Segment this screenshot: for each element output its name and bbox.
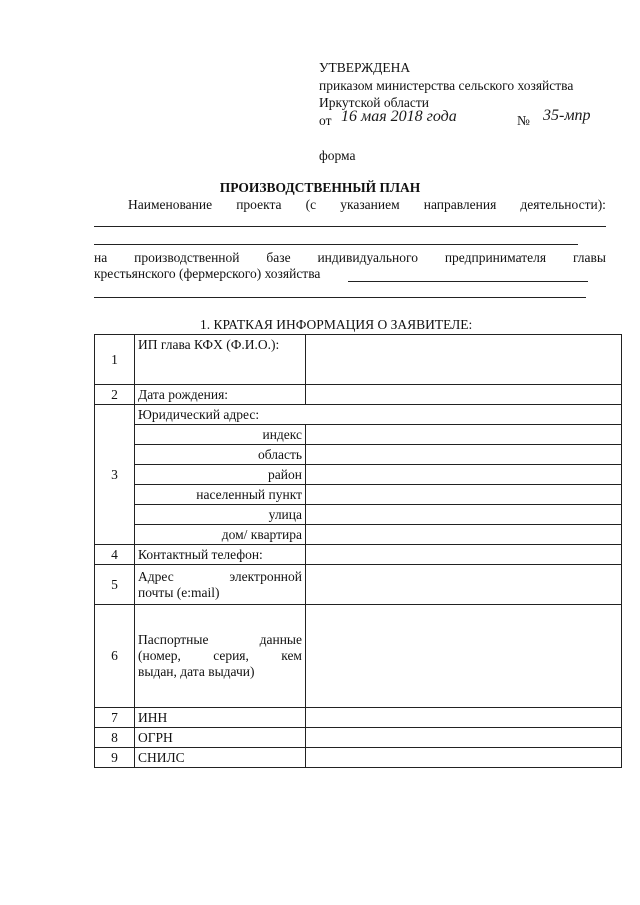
- row-number: 6: [95, 605, 135, 708]
- base-word: предпринимателя: [444, 250, 547, 265]
- project-word: направления: [423, 197, 497, 212]
- section-title: 1. КРАТКАЯ ИНФОРМАЦИЯ О ЗАЯВИТЕЛЕ:: [200, 317, 473, 332]
- row-number: 3: [95, 405, 135, 545]
- address-sublabel: дом/ квартира: [135, 525, 306, 545]
- field-label: Юридический адрес:: [135, 405, 622, 425]
- approved-heading: УТВЕРЖДЕНА: [319, 60, 411, 75]
- farm-label: крестьянского (фермерского) хозяйства: [94, 266, 321, 281]
- address-sublabel: улица: [135, 505, 306, 525]
- base-word: главы: [572, 250, 606, 265]
- table-row: [95, 565, 622, 605]
- base-line: [94, 250, 606, 266]
- field-label: ОГРН: [135, 728, 306, 748]
- project-name-line: [128, 197, 606, 213]
- value-cell-house[interactable]: [306, 525, 622, 545]
- fill-line-farm[interactable]: [348, 281, 588, 282]
- label-line: выдан, дата выдачи): [138, 664, 255, 679]
- row-number: 7: [95, 708, 135, 728]
- project-word: указанием: [340, 197, 400, 212]
- applicant-info-table: [94, 334, 622, 768]
- order-line-2: Иркутской области: [319, 95, 430, 110]
- row-number: 2: [95, 385, 135, 405]
- fill-line-project-1[interactable]: [94, 226, 606, 227]
- address-sublabel: населенный пункт: [135, 485, 306, 505]
- field-label: СНИЛС: [135, 748, 306, 768]
- table-row: [95, 545, 622, 565]
- base-word: на: [94, 250, 108, 265]
- table-row: [95, 748, 622, 768]
- value-cell-settlement[interactable]: [306, 485, 622, 505]
- row-number: 8: [95, 728, 135, 748]
- handwritten-number: 35-мпр: [543, 107, 591, 124]
- value-cell-email[interactable]: [306, 565, 622, 605]
- value-cell-index[interactable]: [306, 425, 622, 445]
- table-row: [95, 505, 622, 525]
- handwritten-date: 16 мая 2018 года: [341, 108, 457, 125]
- project-word: проекта: [236, 197, 282, 212]
- table-row: [95, 385, 622, 405]
- field-label: ИНН: [135, 708, 306, 728]
- project-word: деятельности):: [520, 197, 606, 212]
- field-label: Дата рождения:: [135, 385, 306, 405]
- number-sign: №: [517, 113, 530, 128]
- form-label: форма: [319, 148, 356, 163]
- fill-line-project-2[interactable]: [94, 244, 578, 245]
- table-row: [95, 335, 622, 385]
- value-cell-region[interactable]: [306, 445, 622, 465]
- field-label-passport: [135, 605, 306, 708]
- value-cell-passport[interactable]: [306, 605, 622, 708]
- field-label: Контактный телефон:: [135, 545, 306, 565]
- value-cell-district[interactable]: [306, 465, 622, 485]
- label-word: Адрес: [138, 568, 174, 584]
- table-row: [95, 445, 622, 465]
- address-sublabel: область: [135, 445, 306, 465]
- project-word: Наименование: [128, 197, 213, 212]
- label-line: почты (e:mail): [138, 584, 220, 600]
- label-word: кем: [281, 648, 302, 663]
- label-word: электронной: [229, 568, 302, 584]
- table-row: [95, 708, 622, 728]
- base-word: базе: [266, 250, 291, 265]
- field-label: ИП глава КФХ (Ф.И.О.):: [135, 335, 306, 385]
- row-number: 5: [95, 565, 135, 605]
- table-row: [95, 525, 622, 545]
- table-row: [95, 465, 622, 485]
- table-row: [95, 485, 622, 505]
- value-cell-ogrn[interactable]: [306, 728, 622, 748]
- table-row: [95, 425, 622, 445]
- order-line-1: приказом министерства сельского хозяйства: [319, 78, 574, 93]
- value-cell-birthdate[interactable]: [306, 385, 622, 405]
- value-cell-phone[interactable]: [306, 545, 622, 565]
- date-prefix: от: [319, 113, 332, 128]
- label-word: данные: [259, 632, 302, 647]
- table-row: [95, 405, 622, 425]
- value-cell-fio[interactable]: [306, 335, 622, 385]
- document-title: ПРОИЗВОДСТВЕННЫЙ ПЛАН: [219, 180, 421, 195]
- field-label-email: [135, 565, 306, 605]
- label-word: Паспортные: [138, 632, 209, 647]
- value-cell-inn[interactable]: [306, 708, 622, 728]
- address-sublabel: район: [135, 465, 306, 485]
- label-word: серия,: [213, 648, 249, 663]
- label-word: (номер,: [138, 648, 181, 663]
- base-word: производственной: [134, 250, 240, 265]
- base-word: индивидуального: [317, 250, 418, 265]
- row-number: 9: [95, 748, 135, 768]
- row-number: 1: [95, 335, 135, 385]
- row-number: 4: [95, 545, 135, 565]
- project-word: (с: [305, 197, 317, 212]
- address-sublabel: индекс: [135, 425, 306, 445]
- table-row: [95, 605, 622, 708]
- value-cell-street[interactable]: [306, 505, 622, 525]
- table-row: [95, 728, 622, 748]
- fill-line-farm-2[interactable]: [94, 297, 586, 298]
- value-cell-snils[interactable]: [306, 748, 622, 768]
